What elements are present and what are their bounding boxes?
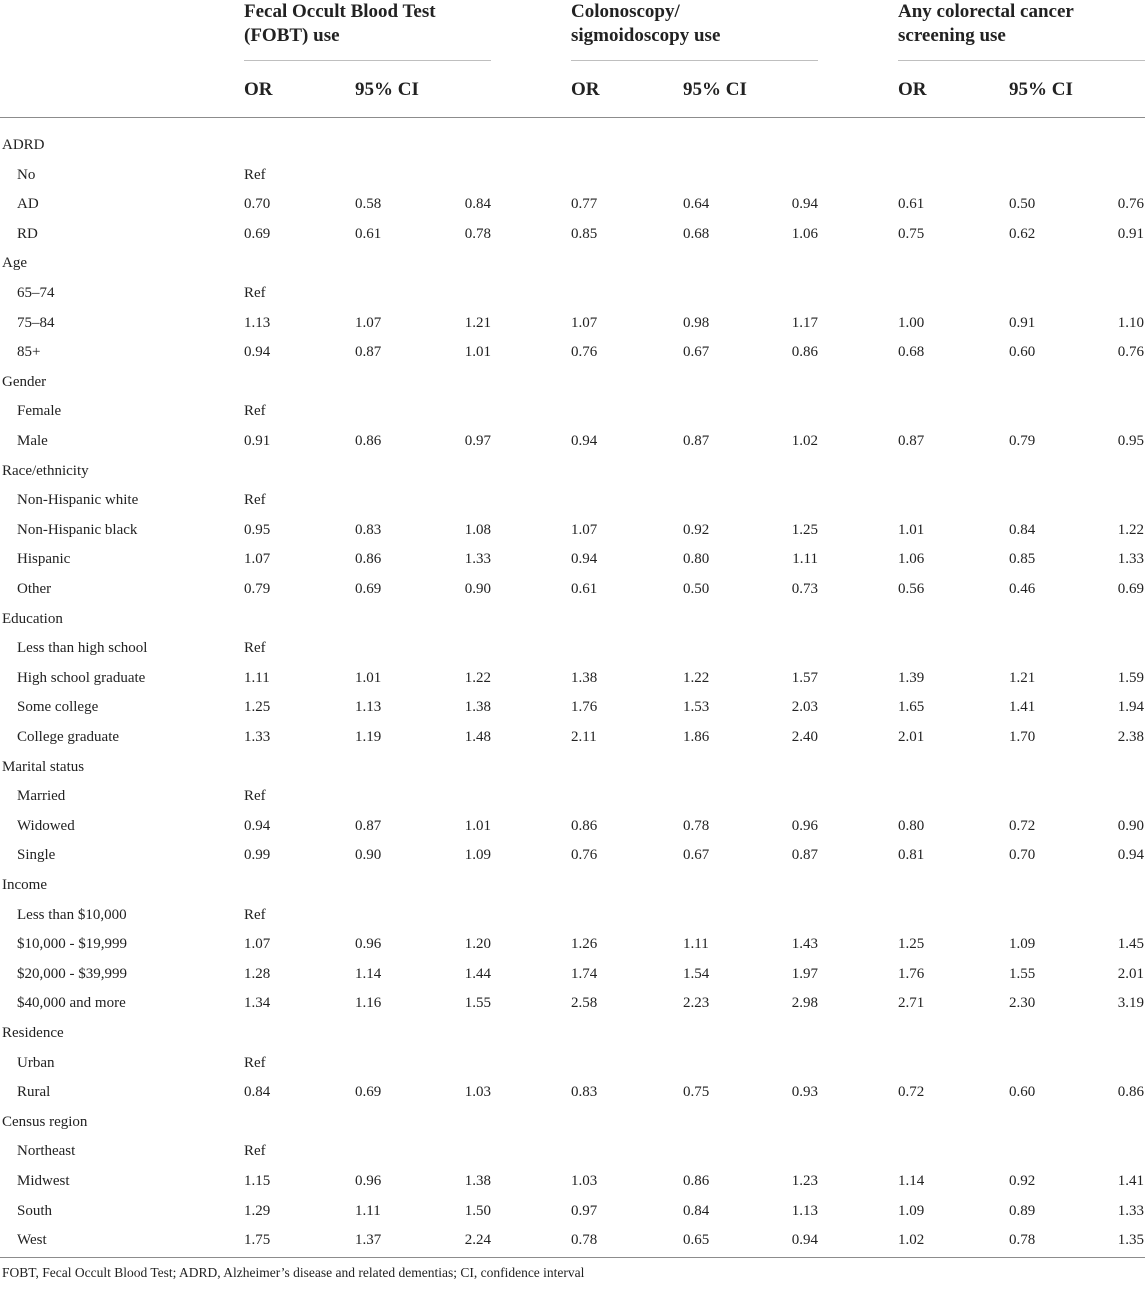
row-label: RD: [17, 225, 38, 242]
table-row: [0, 279, 1145, 309]
table-cell: 1.09: [464, 847, 491, 864]
table-cell: 0.94: [571, 433, 598, 449]
table-cell: 1.07: [571, 314, 598, 331]
table-cell: 0.72: [1009, 817, 1036, 834]
table-cell: 0.94: [791, 1232, 818, 1249]
table-cell: 1.55: [464, 995, 491, 1012]
table-cell: 0.87: [683, 433, 710, 449]
table-cell: 1.15: [244, 1173, 271, 1189]
subheader-or: OR: [244, 79, 273, 100]
table-cell: 1.50: [464, 1202, 491, 1219]
table-cell: 1.97: [791, 965, 818, 982]
table-cell: 1.00: [898, 314, 925, 331]
table-cell: 0.50: [1009, 196, 1036, 213]
row-label: Hispanic: [17, 551, 71, 568]
table-cell: 1.55: [1009, 965, 1036, 982]
table-row: [0, 989, 1145, 1019]
table-cell: 0.61: [355, 225, 382, 242]
table-cell: 1.22: [683, 669, 710, 686]
table-cell: 0.80: [898, 817, 925, 834]
table-cell: 0.68: [898, 344, 925, 361]
group-header-line: Fecal Occult Blood Test: [244, 1, 436, 22]
table-cell: 0.75: [898, 225, 925, 242]
table-cell: 2.11: [571, 729, 597, 745]
table-cell: 1.13: [791, 1202, 818, 1219]
subheader-ci: 95% CI: [1009, 79, 1073, 100]
table-row: [0, 309, 1145, 339]
table-row: [0, 1167, 1145, 1197]
table-cell: 1.76: [571, 699, 598, 716]
table-cell: 1.20: [464, 936, 491, 953]
table-cell: 1.10: [1117, 314, 1144, 331]
category-row: [0, 1019, 1145, 1049]
group-header-line: screening use: [898, 25, 1006, 46]
table-cell: 0.89: [1009, 1202, 1036, 1219]
table-cell: 0.64: [683, 196, 710, 213]
subheader-ci: 95% CI: [683, 79, 747, 100]
table-cell: Ref: [244, 906, 266, 923]
table-row: [0, 161, 1145, 191]
table-cell: 0.56: [898, 581, 925, 597]
table-cell: 1.14: [355, 965, 382, 982]
table-cell: 1.53: [683, 699, 710, 716]
table-cell: 0.50: [683, 581, 710, 597]
table-cell: 1.33: [464, 551, 491, 568]
header-bottom-rule: [0, 117, 1145, 118]
table-cell: 0.97: [464, 433, 491, 449]
table-cell: 0.95: [1117, 433, 1144, 449]
table-cell: 0.84: [1009, 521, 1036, 538]
table-cell: 1.43: [791, 936, 818, 953]
table-cell: Ref: [244, 492, 266, 509]
table-cell: 0.92: [683, 521, 710, 538]
table-cell: 0.87: [355, 817, 382, 834]
table-cell: 1.09: [898, 1202, 925, 1219]
table-row: [0, 930, 1145, 960]
table-cell: 0.97: [571, 1202, 598, 1219]
table-cell: 0.94: [571, 551, 598, 568]
table-cell: 0.84: [244, 1084, 271, 1101]
group-header-any-screening: [898, 0, 1074, 48]
table-cell: 0.72: [898, 1084, 925, 1101]
table-cell: 0.78: [683, 817, 710, 834]
table-row: [0, 693, 1145, 723]
group-header-fobt: [244, 0, 436, 48]
table-cell: 1.25: [791, 521, 818, 538]
table-cell: 0.87: [791, 847, 818, 864]
row-label: $40,000 and more: [17, 995, 126, 1012]
subheader-ci: 95% CI: [355, 79, 419, 100]
table-cell: 1.33: [1117, 551, 1144, 568]
table-cell: 1.07: [355, 314, 382, 331]
row-label: No: [17, 166, 36, 183]
table-cell: 1.33: [244, 729, 271, 745]
row-label: South: [17, 1202, 53, 1219]
table-cell: 1.74: [571, 965, 598, 982]
table-cell: 0.80: [683, 551, 710, 568]
table-row: [0, 397, 1145, 427]
table-row: [0, 960, 1145, 990]
table-cell: 0.83: [571, 1084, 598, 1101]
table-row: [0, 723, 1145, 753]
table-cell: 2.40: [791, 729, 818, 745]
category-label: Education: [2, 610, 63, 627]
group-rule-colonoscopy: [571, 60, 818, 61]
table-cell: 0.86: [355, 433, 382, 449]
table-cell: 1.86: [683, 729, 710, 745]
category-label: Marital status: [2, 758, 85, 775]
table-cell: 0.94: [244, 344, 271, 361]
table-cell: 1.11: [792, 551, 818, 568]
table-cell: 0.76: [1117, 196, 1144, 213]
table-cell: 0.58: [355, 196, 382, 213]
table-cell: 0.78: [571, 1232, 598, 1249]
table-cell: 1.65: [898, 699, 925, 716]
table-row: [0, 1197, 1145, 1227]
table-cell: 0.46: [1009, 581, 1036, 597]
table-cell: 1.57: [791, 669, 818, 686]
table-bottom-rule: [0, 1257, 1145, 1258]
table-cell: 1.13: [244, 314, 271, 331]
table-row: [0, 634, 1145, 664]
table-cell: 0.77: [571, 196, 598, 213]
table-cell: Ref: [244, 640, 266, 657]
table-row: [0, 575, 1145, 605]
group-header-colonoscopy: [571, 0, 720, 48]
group-header-line: Colonoscopy/: [571, 1, 680, 22]
table-cell: 0.84: [683, 1202, 710, 1219]
table-cell: 0.91: [1117, 225, 1144, 242]
table-cell: 1.06: [898, 551, 925, 568]
table-cell: 0.92: [1009, 1173, 1036, 1189]
table-cell: 0.69: [355, 581, 382, 597]
table-cell: 0.86: [355, 551, 382, 568]
table-cell: 1.21: [1009, 669, 1036, 686]
table-cell: 0.90: [1117, 817, 1144, 834]
table-cell: 0.98: [683, 314, 710, 331]
table-row: [0, 486, 1145, 516]
table-cell: 1.41: [1009, 699, 1036, 716]
category-label: Residence: [2, 1025, 64, 1041]
category-row: [0, 131, 1145, 161]
table-cell: 1.25: [898, 936, 925, 953]
group-header-line: (FOBT) use: [244, 25, 340, 46]
table-cell: 1.75: [244, 1232, 271, 1249]
table-cell: 0.84: [464, 196, 491, 213]
table-cell: 0.75: [683, 1084, 710, 1101]
table-cell: 0.86: [791, 344, 818, 361]
table-cell: 2.03: [791, 699, 818, 716]
row-label: Non-Hispanic white: [17, 492, 139, 509]
table-cell: 2.23: [683, 995, 710, 1012]
table-cell: 1.03: [571, 1173, 598, 1189]
table-cell: 1.07: [244, 551, 271, 568]
table-cell: 0.87: [355, 344, 382, 361]
table-cell: 0.90: [464, 581, 491, 597]
table-cell: 0.62: [1009, 225, 1036, 242]
table-row: [0, 1226, 1145, 1256]
table-cell: 1.01: [464, 344, 491, 361]
category-label: ADRD: [2, 137, 45, 153]
table-cell: Ref: [244, 1054, 266, 1071]
table-cell: 0.90: [355, 847, 382, 864]
table-cell: 1.06: [791, 225, 818, 242]
table-cell: 3.19: [1117, 995, 1144, 1012]
table-cell: 1.34: [244, 995, 271, 1012]
table-cell: 0.96: [355, 936, 382, 953]
row-label: 85+: [17, 344, 41, 361]
table-cell: 2.98: [791, 995, 818, 1012]
table-cell: 0.67: [683, 344, 710, 361]
table-cell: Ref: [244, 285, 266, 301]
table-cell: 1.33: [1117, 1202, 1144, 1219]
table-cell: 0.81: [898, 847, 925, 864]
table-cell: 1.03: [464, 1084, 491, 1101]
row-label: Non-Hispanic black: [17, 521, 138, 538]
table-cell: 0.86: [571, 817, 598, 834]
table-cell: 0.70: [244, 196, 271, 213]
table-cell: 0.86: [683, 1173, 710, 1189]
table-cell: 1.29: [244, 1202, 271, 1219]
table-cell: 1.39: [898, 669, 925, 686]
table-cell: 0.86: [1117, 1084, 1144, 1101]
table-cell: 1.59: [1117, 669, 1144, 686]
table-cell: 0.65: [683, 1232, 710, 1249]
table-cell: 1.54: [683, 965, 710, 982]
category-row: [0, 753, 1145, 783]
row-label: Northeast: [17, 1143, 76, 1160]
table-cell: 1.26: [571, 936, 598, 953]
table-cell: 1.37: [355, 1232, 382, 1249]
category-row: [0, 249, 1145, 279]
table-cell: 1.07: [244, 936, 271, 953]
table-cell: 1.08: [464, 521, 491, 538]
table-cell: 2.38: [1117, 729, 1144, 745]
row-label: Less than $10,000: [17, 906, 127, 923]
table-cell: 2.30: [1009, 995, 1036, 1012]
table-cell: 1.45: [1117, 936, 1144, 953]
table-cell: 0.68: [683, 225, 710, 242]
row-label: College graduate: [17, 729, 120, 745]
category-row: [0, 605, 1145, 635]
table-cell: 1.01: [464, 817, 491, 834]
subheader-or: OR: [571, 79, 600, 100]
row-label: Other: [17, 581, 52, 597]
table-cell: 0.76: [571, 344, 598, 361]
table-cell: 1.02: [898, 1232, 925, 1249]
table-cell: 0.61: [571, 581, 598, 597]
table-cell: 1.38: [464, 699, 491, 716]
table-cell: 1.48: [464, 729, 491, 745]
table-cell: 2.71: [898, 995, 925, 1012]
row-label: Urban: [17, 1054, 55, 1071]
table-cell: 1.35: [1117, 1232, 1144, 1249]
table-cell: 0.67: [683, 847, 710, 864]
table-row: [0, 545, 1145, 575]
table-cell: 2.24: [464, 1232, 491, 1249]
group-rule-any-screening: [898, 60, 1145, 61]
table-cell: 1.38: [464, 1173, 491, 1189]
table-row: [0, 220, 1145, 250]
table-row: [0, 1078, 1145, 1108]
table-cell: 1.22: [464, 669, 491, 686]
table-cell: 0.76: [1117, 344, 1144, 361]
table-row: [0, 841, 1145, 871]
row-label: $20,000 - $39,999: [17, 965, 127, 982]
table-cell: 1.09: [1009, 936, 1036, 953]
table-cell: 0.99: [244, 847, 271, 864]
table-cell: 1.23: [791, 1173, 818, 1189]
table-cell: 1.21: [464, 314, 491, 331]
table-cell: 2.01: [1117, 965, 1144, 982]
row-label: High school graduate: [17, 669, 146, 686]
table-cell: 1.19: [355, 729, 382, 745]
table-row: [0, 516, 1145, 546]
group-header-line: sigmoidoscopy use: [571, 25, 721, 46]
table-cell: 0.95: [244, 521, 271, 538]
category-row: [0, 1108, 1145, 1138]
table-row: [0, 427, 1145, 457]
row-label: $10,000 - $19,999: [17, 936, 127, 953]
category-label: Race/ethnicity: [2, 462, 89, 479]
table-cell: 1.38: [571, 669, 598, 686]
row-label: Single: [17, 847, 56, 864]
table-cell: 1.01: [898, 521, 925, 538]
row-label: 65–74: [17, 285, 55, 301]
table-row: [0, 190, 1145, 220]
row-label: Less than high school: [17, 640, 148, 657]
category-row: [0, 368, 1145, 398]
table-cell: 1.22: [1117, 521, 1144, 538]
category-label: Census region: [2, 1113, 88, 1130]
table-cell: 1.07: [571, 521, 598, 538]
table-cell: 0.69: [244, 225, 271, 242]
group-header-line: Any colorectal cancer: [898, 1, 1074, 22]
table-cell: 0.85: [571, 225, 598, 242]
table-footnote: FOBT, Fecal Occult Blood Test; ADRD, Alzheimer’s disease and related dementias; CI, confidence interval: [2, 1265, 585, 1280]
table-cell: 1.17: [791, 314, 818, 331]
table-cell: 0.96: [355, 1173, 382, 1189]
row-label: Widowed: [17, 817, 75, 834]
table-cell: Ref: [244, 166, 266, 183]
table-cell: 0.94: [244, 817, 271, 834]
table-cell: 1.16: [355, 995, 382, 1012]
row-label: Rural: [17, 1084, 51, 1101]
table-cell: 0.69: [1117, 581, 1144, 597]
table-cell: 1.02: [791, 433, 818, 449]
table-cell: 0.60: [1009, 1084, 1036, 1101]
row-label: Midwest: [17, 1173, 70, 1189]
table-cell: 0.79: [244, 581, 271, 597]
table-cell: 0.91: [244, 433, 271, 449]
table-cell: 2.58: [571, 995, 598, 1012]
table-cell: 1.01: [355, 669, 382, 686]
table-row: [0, 1137, 1145, 1167]
category-label: Income: [2, 877, 47, 893]
table-cell: Ref: [244, 788, 266, 805]
table-cell: 1.70: [1009, 729, 1036, 745]
table-cell: 0.78: [1009, 1232, 1036, 1249]
table-row: [0, 901, 1145, 931]
table-cell: 0.70: [1009, 847, 1036, 864]
table-cell: 0.83: [355, 521, 382, 538]
table-cell: 1.76: [898, 965, 925, 982]
category-label: Age: [2, 255, 27, 272]
table-cell: 0.76: [571, 847, 598, 864]
subheader-or: OR: [898, 79, 927, 100]
table-cell: 1.44: [464, 965, 491, 982]
table-cell: 0.94: [791, 196, 818, 213]
table-cell: 0.69: [355, 1084, 382, 1101]
row-label: Married: [17, 788, 66, 805]
table-row: [0, 782, 1145, 812]
table-cell: 1.11: [683, 936, 709, 953]
row-label: Some college: [17, 699, 99, 716]
table-row: [0, 1049, 1145, 1079]
table-cell: 0.85: [1009, 551, 1036, 568]
row-label: 75–84: [17, 314, 55, 331]
category-row: [0, 457, 1145, 487]
table-cell: 1.28: [244, 965, 271, 982]
table-cell: Ref: [244, 403, 266, 420]
table-cell: 0.60: [1009, 344, 1036, 361]
row-label: West: [17, 1232, 47, 1249]
table-cell: 1.11: [355, 1202, 381, 1219]
table-cell: 0.73: [791, 581, 818, 597]
table-row: [0, 664, 1145, 694]
table-row: [0, 338, 1145, 368]
table-cell: Ref: [244, 1143, 266, 1160]
table-cell: 0.87: [898, 433, 925, 449]
group-rule-fobt: [244, 60, 491, 61]
table-cell: 0.96: [791, 817, 818, 834]
table-cell: 1.94: [1117, 699, 1144, 716]
row-label: Female: [17, 403, 62, 420]
table-cell: 0.61: [898, 196, 925, 213]
table-cell: 1.11: [244, 669, 270, 686]
table-cell: 0.79: [1009, 433, 1036, 449]
table-cell: 1.13: [355, 699, 382, 716]
category-label: Gender: [2, 373, 47, 390]
table-cell: 0.78: [464, 225, 491, 242]
table-cell: 0.94: [1117, 847, 1144, 864]
category-row: [0, 871, 1145, 901]
table-cell: 0.93: [791, 1084, 818, 1101]
table-cell: 1.41: [1117, 1173, 1144, 1189]
table-row: [0, 812, 1145, 842]
row-label: Male: [17, 433, 48, 449]
table-cell: 1.25: [244, 699, 271, 716]
table-cell: 0.91: [1009, 314, 1036, 331]
table-cell: 2.01: [898, 729, 925, 745]
row-label: AD: [17, 196, 39, 213]
table-cell: 1.14: [898, 1173, 925, 1189]
